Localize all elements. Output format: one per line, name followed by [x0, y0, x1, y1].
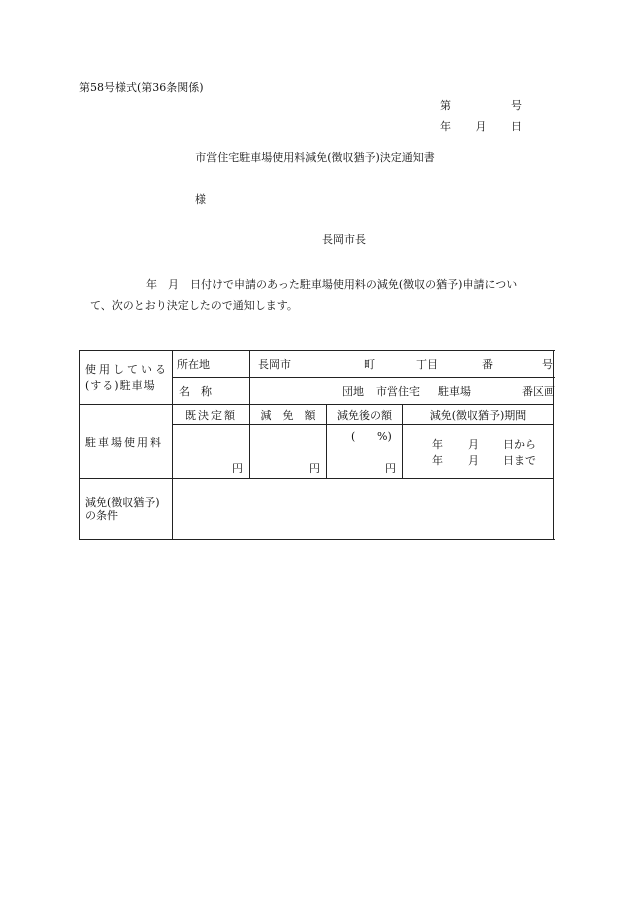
after-amount-cell: [327, 425, 403, 479]
period-from-month: 月: [468, 438, 479, 451]
parking-label-line-2: (する)駐車場: [85, 378, 156, 392]
period-cell: [403, 425, 554, 479]
location-label: 所在地: [177, 358, 210, 371]
number-prefix: 第: [440, 99, 451, 112]
conditions-label-cell: [80, 479, 173, 540]
conditions-row: [80, 479, 554, 540]
name-parking: 駐車場: [438, 385, 471, 398]
parking-label-cell: [80, 351, 173, 405]
col-reduction: 減 免 額: [250, 405, 327, 425]
date-month: 月: [475, 120, 487, 133]
conditions-value-cell: [173, 479, 554, 540]
name-kukaku: 番区画: [522, 385, 555, 398]
fee-label: 駐車場使用料: [85, 435, 163, 449]
location-city: 長岡市: [258, 358, 291, 371]
location-town: 町: [364, 358, 375, 371]
reduction-yen: 円: [309, 462, 320, 475]
location-go: 号: [542, 358, 553, 371]
recipient-suffix: 様: [195, 193, 206, 206]
percent-close: %): [377, 430, 392, 443]
period-to-month: 月: [468, 454, 479, 467]
document-number: [440, 100, 522, 111]
period-to-year: 年: [432, 454, 443, 467]
name-label: 名 称: [179, 385, 212, 398]
body-line-1: 年 月 日付けで申請のあった駐車場使用料の減免(徴収の猶予)申請につい: [146, 278, 518, 291]
percent-open: (: [351, 430, 356, 443]
decision-table: [79, 350, 554, 540]
location-label-cell: [173, 351, 250, 378]
number-suffix: 号: [511, 99, 522, 112]
fee-header-row: [80, 405, 554, 425]
document-title: 市営住宅駐車場使用料減免(徴収猶予)決定通知書: [195, 151, 435, 164]
name-danchi: 団地: [342, 385, 364, 398]
date-year: 年: [440, 120, 451, 133]
col-period: 減免(徴収猶予)期間: [403, 405, 554, 425]
col-decided: 既決定額: [173, 405, 250, 425]
location-ban: 番: [482, 358, 493, 371]
col-after: 減免後の額: [327, 405, 403, 425]
date-day: 日: [511, 120, 522, 133]
period-from-day: 日から: [503, 438, 536, 451]
period-from-year: 年: [432, 438, 443, 451]
name-label-cell: [173, 378, 250, 405]
form-number: 第58号様式(第36条関係): [79, 81, 204, 94]
name-jutaku: 市営住宅: [376, 385, 420, 398]
reduction-amount-cell: [250, 425, 327, 479]
after-yen: 円: [385, 462, 396, 475]
location-value-cell: [250, 351, 554, 378]
decided-amount-cell: [173, 425, 250, 479]
issuer: 長岡市長: [322, 233, 366, 246]
body-line-2: て、次のとおり決定したので通知します。: [90, 299, 298, 312]
location-chome: 丁目: [416, 358, 438, 371]
conditions-label-line-1: 減免(徴収猶予): [85, 496, 160, 509]
parking-label-line-1: 使用している: [85, 362, 169, 376]
issue-date: [440, 121, 522, 132]
name-value-cell: [250, 378, 554, 405]
conditions-label-line-2: の条件: [85, 509, 118, 522]
period-to-day: 日まで: [503, 454, 536, 467]
decided-yen: 円: [232, 462, 243, 475]
fee-label-cell: [80, 405, 173, 479]
location-row: [80, 351, 554, 378]
